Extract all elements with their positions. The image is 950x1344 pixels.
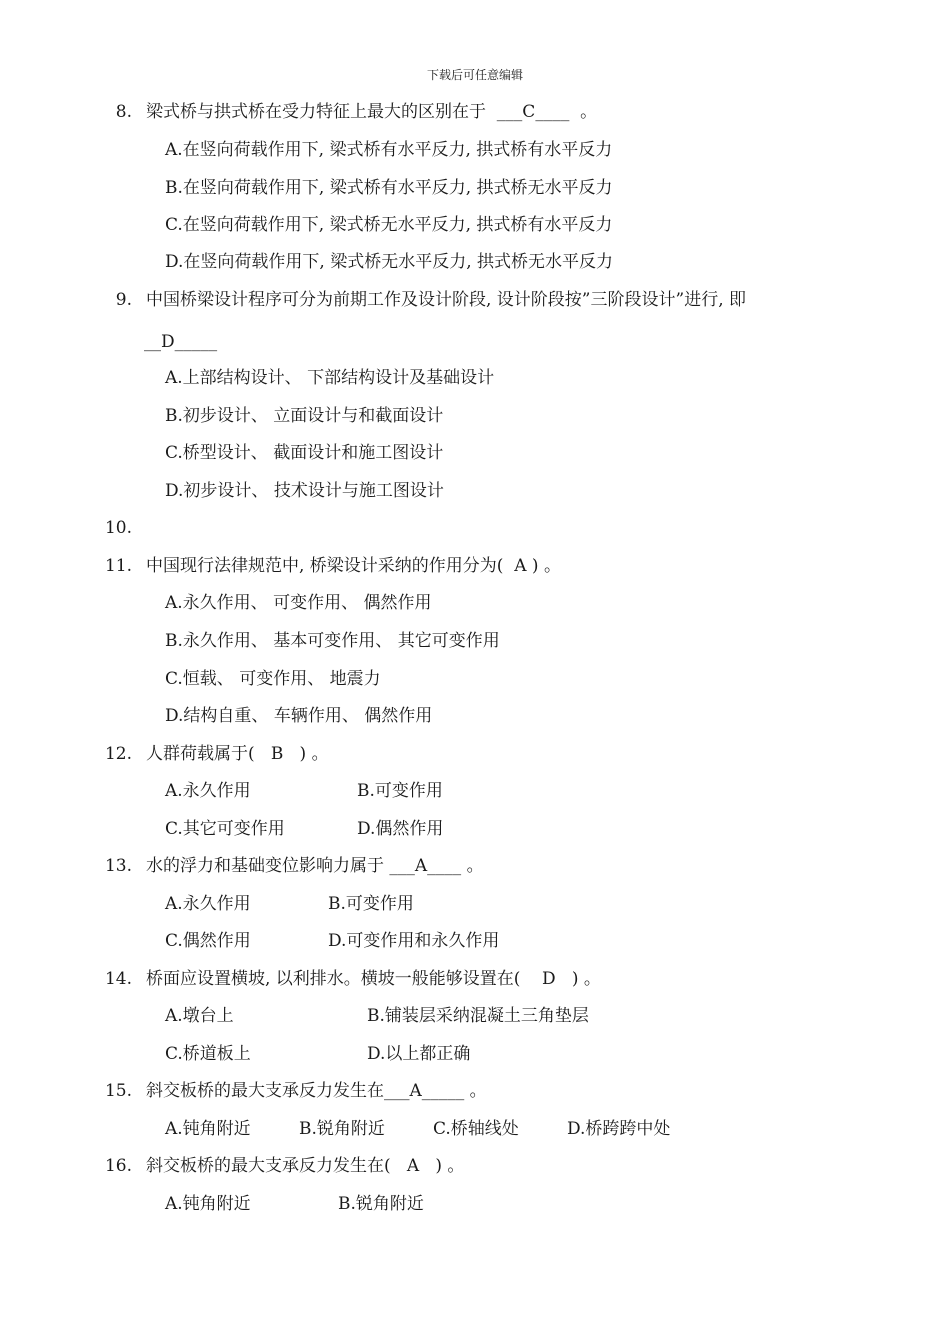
option-text: C.桥型设计、 截面设计和施工图设计	[165, 443, 444, 463]
option-text: A.永久作用	[165, 894, 251, 914]
option-text: B.锐角附近	[338, 1194, 424, 1214]
question-number: 9.	[115, 290, 132, 310]
question-number: 12.	[104, 744, 132, 764]
option-text: C.偶然作用	[165, 931, 251, 951]
option-text: B.可变作用	[328, 894, 414, 914]
option-text: B.可变作用	[357, 781, 443, 801]
option-text: D.初步设计、 技术设计与施工图设计	[165, 481, 444, 501]
question-number: 15.	[104, 1081, 132, 1101]
option-text: __D_____	[144, 332, 218, 352]
option-text: A.钝角附近	[165, 1194, 251, 1214]
page-header: 下载后可任意编辑	[426, 68, 523, 82]
option-text: D.结构自重、 车辆作用、 偶然作用	[165, 706, 433, 726]
option-text: A.钝角附近	[165, 1119, 251, 1139]
question-text: 斜交板桥的最大支承反力发生在___A_____ 。	[146, 1081, 487, 1101]
question-text: 中国桥梁设计程序可分为前期工作及设计阶段, 设计阶段按”三阶段设计”进行, 即	[146, 290, 746, 310]
option-text: A.上部结构设计、 下部结构设计及基础设计	[165, 368, 495, 388]
option-text: C.桥轴线处	[433, 1119, 519, 1139]
option-text: A.永久作用	[165, 781, 251, 801]
option-text: A.墩台上	[165, 1006, 234, 1026]
option-text: B.永久作用、 基本可变作用、 其它可变作用	[165, 631, 500, 651]
option-text: C.在竖向荷载作用下, 梁式桥无水平反力, 拱式桥有水平反力	[165, 215, 613, 235]
option-text: D.以上都正确	[367, 1044, 471, 1064]
question-number: 13.	[104, 856, 132, 876]
option-text: D.偶然作用	[357, 819, 444, 839]
option-text: A.永久作用、 可变作用、 偶然作用	[165, 593, 432, 613]
option-text: A.在竖向荷载作用下, 梁式桥有水平反力, 拱式桥有水平反力	[165, 140, 613, 160]
option-text: C.恒载、 可变作用、 地震力	[165, 669, 381, 689]
option-text: B.在竖向荷载作用下, 梁式桥有水平反力, 拱式桥无水平反力	[165, 178, 613, 198]
question-text: 梁式桥与拱式桥在受力特征上最大的区别在于 ___C____ 。	[146, 102, 598, 122]
question-text: 中国现行法律规范中, 桥梁设计采纳的作用分为( A ) 。	[146, 556, 561, 576]
question-number: 16.	[104, 1156, 132, 1176]
option-text: D.可变作用和永久作用	[328, 931, 500, 951]
question-number: 11.	[104, 556, 132, 576]
option-text: D.在竖向荷载作用下, 梁式桥无水平反力, 拱式桥无水平反力	[165, 252, 614, 272]
question-text: 水的浮力和基础变位影响力属于 ___A____ 。	[146, 856, 484, 876]
question-number: 14.	[104, 969, 132, 989]
option-text: C.其它可变作用	[165, 819, 285, 839]
option-text: B.初步设计、 立面设计与和截面设计	[165, 406, 444, 426]
question-text: 桥面应设置横坡, 以利排水。横坡一般能够设置在( D ) 。	[146, 969, 601, 989]
option-text: B.铺装层采纳混凝土三角垫层	[367, 1006, 589, 1026]
option-text: B.锐角附近	[299, 1119, 385, 1139]
option-text: D.桥跨跨中处	[567, 1119, 671, 1139]
question-text: 斜交板桥的最大支承反力发生在( A ) 。	[146, 1156, 465, 1176]
option-text: C.桥道板上	[165, 1044, 251, 1064]
question-number: 8.	[115, 102, 132, 122]
question-text: 人群荷载属于( B ) 。	[146, 744, 329, 764]
question-number: 10.	[104, 518, 132, 538]
